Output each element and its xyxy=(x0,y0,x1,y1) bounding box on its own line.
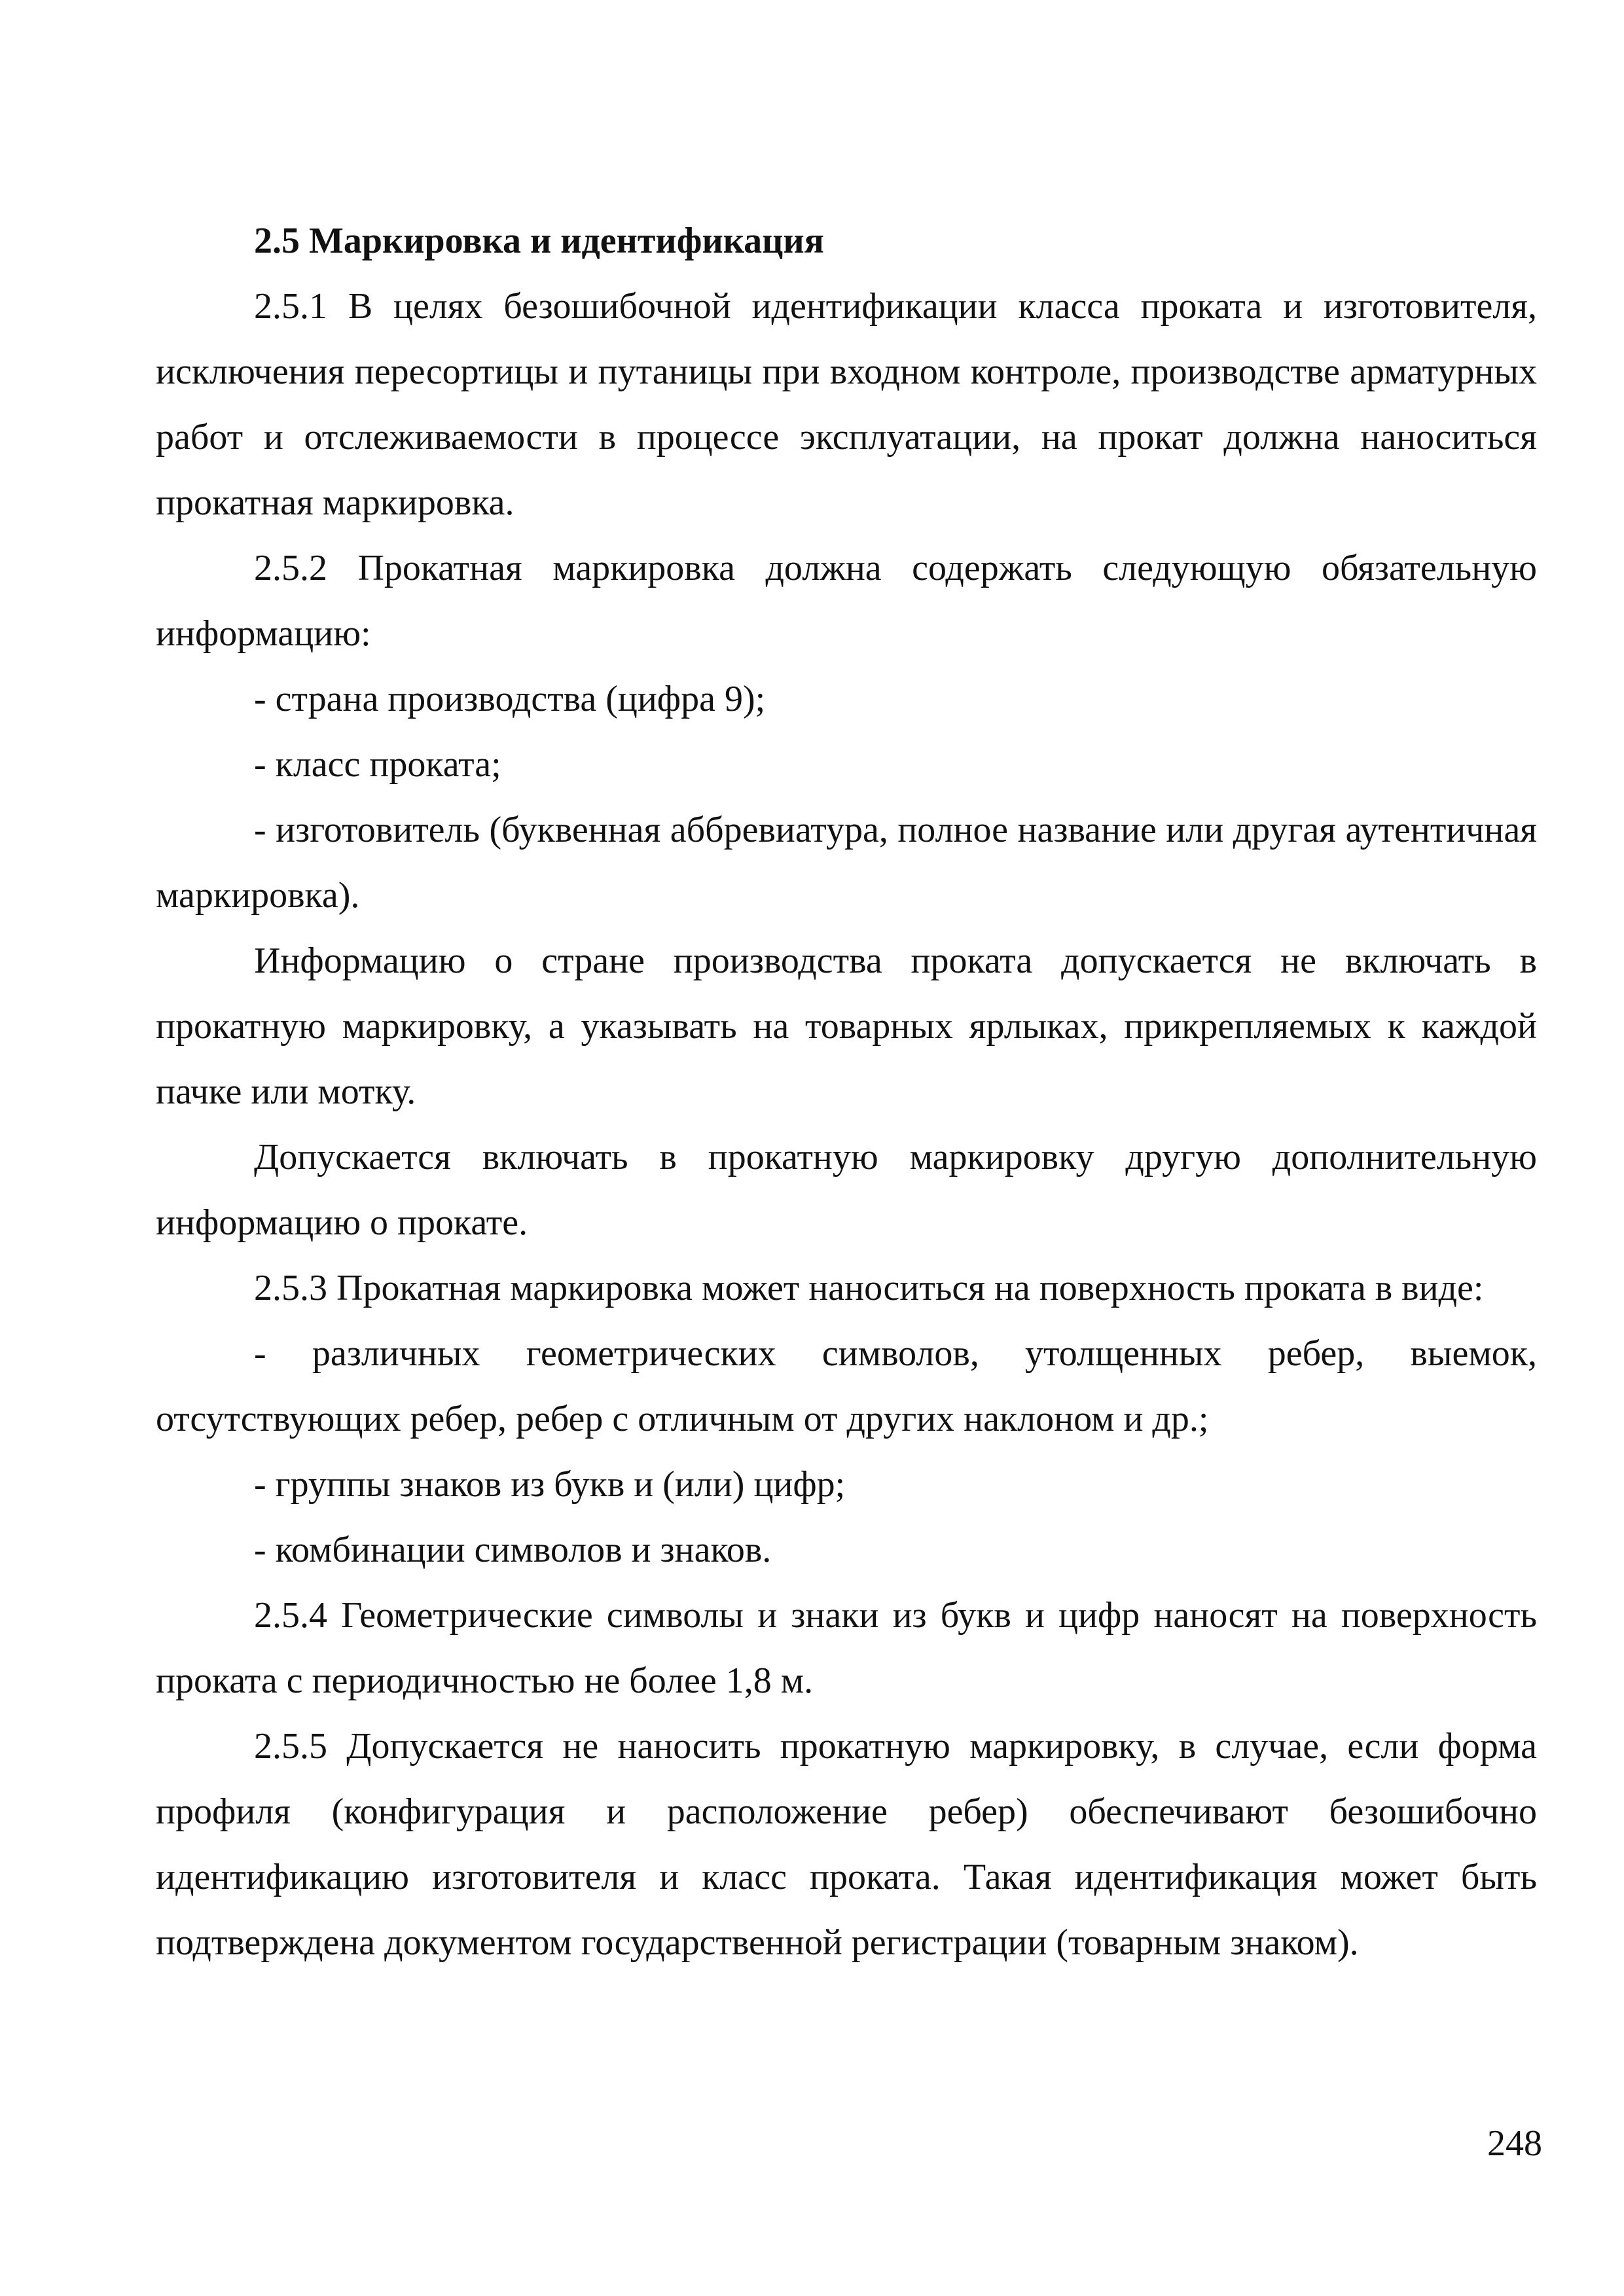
section-heading: 2.5 Маркировка и идентификация xyxy=(254,221,824,261)
list-item-geometric-symbols: - различных геометрических символов, утолщенных ребер, выемок, отсутствующих ребер, ребер с отличным от других наклоном и др.; xyxy=(156,1333,1537,1439)
paragraph-2-5-3: 2.5.3 Прокатная маркировка может наноситься на поверхность проката в виде: xyxy=(254,1268,1484,1308)
paragraph-2-5-5: 2.5.5 Допускается не наносить прокатную маркировку, в случае, если форма профиля (конфигурация и расположение ребер) обеспечивают безошибочно идентификацию изготовителя и класс проката. Такая идентификация может быть подтверждена документом государственной регистрации (товарным знаком). xyxy=(156,1726,1537,1963)
list-item-manufacturer: - изготовитель (буквенная аббревиатура, полное название или другая аутентичная маркировка). xyxy=(156,810,1537,916)
paragraph-2-5-4: 2.5.4 Геометрические символы и знаки из букв и цифр наносят на поверхность проката с периодичностью не более 1,8 м. xyxy=(156,1595,1537,1701)
paragraph-country-info: Информацию о стране производства проката допускается не включать в прокатную маркировку, а указывать на товарных ярлыках, прикрепляемых к каждой пачке или мотку. xyxy=(156,941,1537,1112)
page-number: 248 xyxy=(1487,2123,1542,2164)
list-item-class: - класс проката; xyxy=(254,744,501,785)
list-item-country: - страна производства (цифра 9); xyxy=(254,679,766,719)
paragraph-additional-info: Допускается включать в прокатную маркировку другую дополнительную информацию о прокате. xyxy=(156,1137,1537,1243)
paragraph-2-5-2: 2.5.2 Прокатная маркировка должна содержать следующую обязательную информацию: xyxy=(156,548,1537,654)
list-item-combinations: - комбинации символов и знаков. xyxy=(254,1530,772,1570)
document-page xyxy=(156,208,1537,1975)
list-item-sign-groups: - группы знаков из букв и (или) цифр; xyxy=(254,1464,846,1505)
paragraph-2-5-1: 2.5.1 В целях безошибочной идентификации класса проката и изготовителя, исключения пересортицы и путаницы при входном контроле, производстве арматурных работ и отслеживаемости в процессе эксплуатации, на прокат должна наноситься прокатная маркировка. xyxy=(156,286,1537,523)
